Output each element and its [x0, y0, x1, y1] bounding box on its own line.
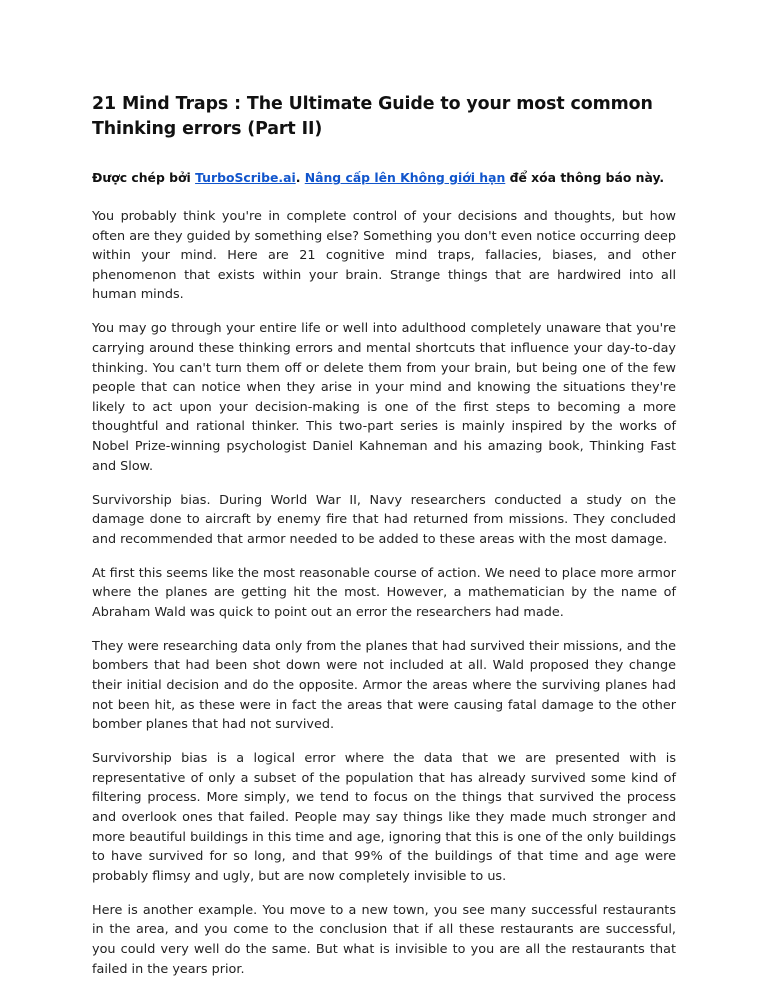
paragraph-definition: Survivorship bias is a logical error where the data that we are presented with is representative of only a subset of the population that has already survived some kind of filtering process. More simply, we tend to focus on the things that survived the process and overlook ones that failed. People may say things like they made much stronger and more beautiful buildings in this time and age, ignoring that this is one of the only buildings to have survived for so long, and that 99% of the buildings of that time and age were probably flimsy and ugly, but are now completely invisible to us. [92, 751, 676, 884]
notice-separator: . [295, 170, 305, 185]
notice-suffix: để xóa thông báo này. [505, 170, 665, 185]
transcription-notice [92, 168, 676, 188]
paragraph-unaware: You may go through your entire life or well into adulthood completely unaware that you're carrying around these thinking errors and mental shortcuts that influence your day-to-day thinking. You can't turn them off or delete them from your brain, but being one of the few people that can notice when they arise in your mind and knowing the situations they're likely to act upon your decision-making is one of the first steps to becoming a more thoughtful and rational thinker. This two-part series is mainly inspired by the works of Nobel Prize-winning psychologist Daniel Kahneman and his amazing book, Thinking Fast and Slow. [92, 321, 676, 474]
notice-prefix: Được chép bởi [92, 170, 196, 185]
upgrade-unlimited-link[interactable]: Nâng cấp lên Không giới hạn [304, 170, 506, 185]
paragraph-intro: You probably think you're in complete control of your decisions and thoughts, but how often are they guided by something else? Something you don't even notice occurring deep within your mind. Here are 21 cognitive mind traps, fallacies, biases, and other phenomenon that exists within your brain. Strange things that are hardwired into all human minds. [92, 209, 676, 303]
document-title: 21 Mind Traps : The Ultimate Guide to your most common Thinking errors (Part II) [92, 94, 653, 139]
paragraph-survivorship-bias: Survivorship bias. During World War II, Navy researchers conducted a study on the damage done to aircraft by enemy fire that had returned from missions. They concluded and recommended that armor needed to be added to these areas with the most damage. [92, 492, 676, 547]
paragraph-restaurants: Here is another example. You move to a new town, you see many successful restaurants in the area, and you come to the conclusion that if all these restaurants are successful, you could very well do the same. But what is invisible to you are all the restaurants that failed in the years prior. [92, 902, 676, 977]
paragraph-wald: They were researching data only from the planes that had survived their missions, and the bombers that had been shot down were not included at all. Wald proposed they change their initial decision and do the opposite. Armor the areas where the surviving planes had not been hit, as these were in fact the areas that were causing fatal damage to the other bomber planes that had not survived. [92, 638, 676, 733]
turboscribe-link[interactable]: TurboScribe.ai [195, 170, 296, 185]
paragraph-armor: At first this seems like the most reasonable course of action. We need to place more armor where the planes are getting hit the most. However, a mathematician by the name of Abraham Wald was quick to point out an error the researchers had made. [92, 565, 676, 620]
